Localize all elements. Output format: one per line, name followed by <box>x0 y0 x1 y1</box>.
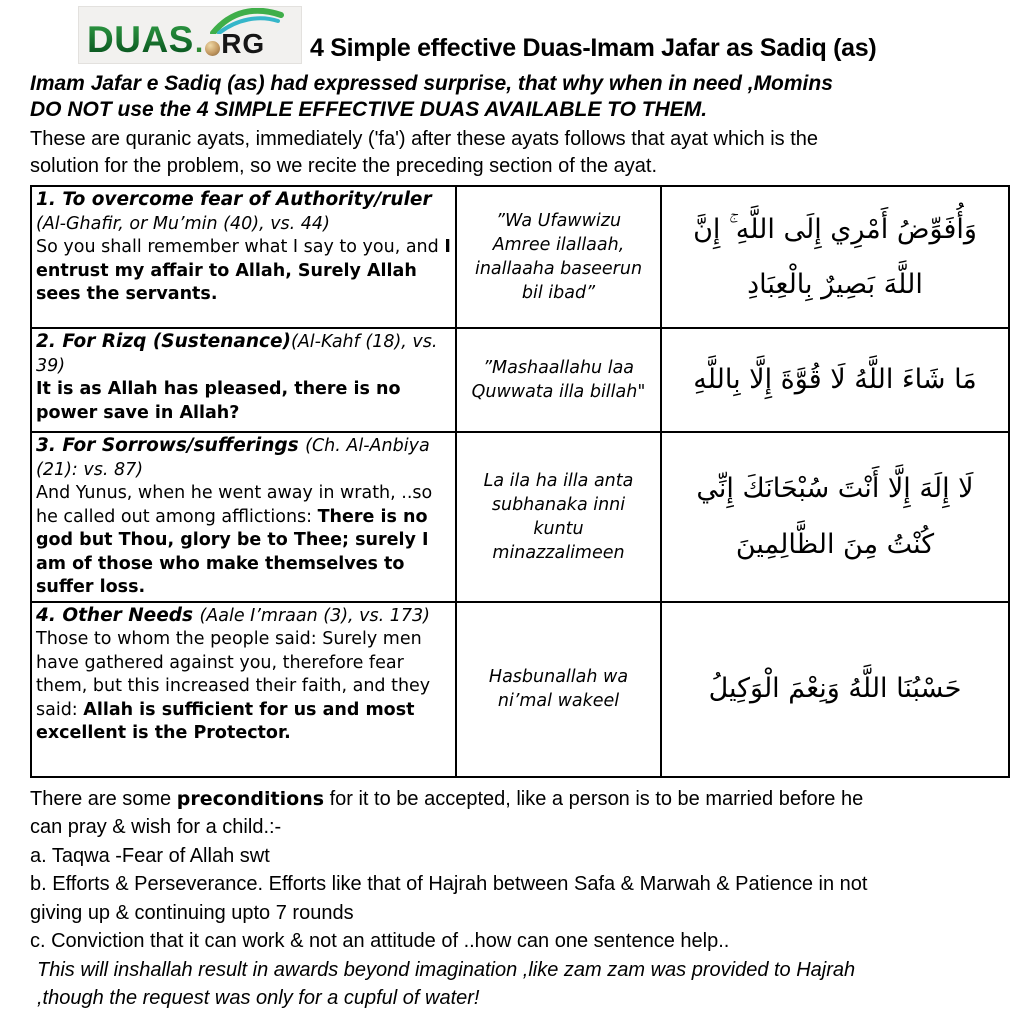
dua-description-cell <box>31 432 456 602</box>
dua-description-cell <box>31 602 456 777</box>
globe-icon <box>205 41 220 56</box>
dua-heading: 2. For Rizq (Sustenance) <box>36 331 291 352</box>
logo-swoosh-icon <box>207 8 285 34</box>
intro-emphasis-line1: Imam Jafar e Sadiq (as) had expressed surprise, that why when in need ,Momins <box>30 72 833 95</box>
dua-reference: (Aale I’mraan (3), vs. 173) <box>199 605 430 626</box>
footer-notes <box>30 785 910 1013</box>
intro-emphasis <box>30 71 1013 123</box>
dua-arabic-cell: وَأُفَوِّضُ أَمْرِي إِلَى اللَّهِ ۚ إِنَّ اللَّهَ بَصِيرٌ بِالْعِبَادِ <box>661 186 1009 328</box>
preconditions-paragraph <box>30 785 910 842</box>
dua-heading: 3. For Sorrows/sufferings <box>36 435 306 456</box>
dua-heading: 4. Other Needs <box>36 604 200 626</box>
intro-note-line2: solution for the problem, so we recite the preceding section of the ayat. <box>30 155 658 177</box>
dua-arabic-cell: لَا إِلَهَ إِلَّا أَنْتَ سُبْحَانَكَ إِنِّي كُنْتُ مِنَ الظَّالِمِينَ <box>661 432 1009 602</box>
dua-body-bold-text: It is as Allah has pleased, there is no power save in Allah? <box>36 379 401 423</box>
intro-note-line1: These are quranic ayats, immediately ('fa') after these ayats follows that ayat which is the <box>30 128 818 150</box>
closing-note <box>30 956 910 1013</box>
intro-emphasis-line2: DO NOT use the 4 SIMPLE EFFECTIVE DUAS AVAILABLE TO THEM. <box>30 98 708 121</box>
dua-reference: (Ch. Al-Anbiya (21): vs. 87) <box>36 436 430 480</box>
preconditions-bold-text: preconditions <box>176 787 325 810</box>
dua-body <box>36 378 453 425</box>
precondition-item-b-line1: b. Efforts & Perseverance. Efforts like that of Hajrah between Safa & Marwah & Patience in not <box>30 873 868 895</box>
header <box>0 0 1013 64</box>
dua-body <box>36 236 453 307</box>
table-row-sorrows <box>31 432 1009 602</box>
dua-arabic-cell: حَسْبُنَا اللَّهُ وَنِعْمَ الْوَكِيلُ <box>661 602 1009 777</box>
dua-body-text: And Yunus, when he went away in wrath, ..so he called out among afflictions: <box>36 483 433 527</box>
dua-transliteration-cell: ”Wa Ufawwizu Amree ilallaah, inallaaha baseerun bil ibad” <box>456 186 661 328</box>
dua-table <box>30 185 1010 778</box>
dua-body-text: So you shall remember what I say to you, and <box>36 237 445 257</box>
dua-reference: (Al-Ghafir, or Mu’min (40), vs. 44) <box>36 213 330 234</box>
closing-note-line2: ,though the request was only for a cupful of water! <box>37 987 480 1009</box>
duas-org-logo <box>78 6 302 64</box>
dua-reference: (Al-Kahf (18), vs. 39) <box>36 332 438 376</box>
table-row-rizq <box>31 328 1009 432</box>
logo-text-duas: DUAS <box>87 19 194 60</box>
dua-description-cell <box>31 328 456 432</box>
dua-body <box>36 628 453 746</box>
table-row-fear-of-authority <box>31 186 1009 328</box>
logo-text-rg: RG <box>221 28 266 59</box>
dua-body-bold-text: I entrust my affair to Allah, Surely Allah sees the servants. <box>36 237 451 304</box>
dua-body <box>36 482 453 600</box>
dua-arabic-cell: مَا شَاءَ اللَّهُ لَا قُوَّةَ إِلَّا بِاللَّهِ <box>661 328 1009 432</box>
dua-body-text: Those to whom the people said: Surely men have gathered against you, therefore fear them, but this increased their faith, and they said: <box>36 629 431 720</box>
precondition-item-c: c. Conviction that it can work & not an attitude of ..how can one sentence help.. <box>30 930 730 952</box>
preconditions-text: for it to be accepted, like a person is to be married before he <box>324 787 864 810</box>
dua-heading: 1. To overcome fear of Authority/ruler <box>36 189 432 210</box>
dua-body-bold-text: Allah is sufficient for us and most excellent is the Protector. <box>36 699 415 743</box>
dua-description-cell <box>31 186 456 328</box>
dua-body-bold-text: There is no god but Thou, glory be to Thee; surely I am of those who make themselves to suffer loss. <box>36 506 429 597</box>
precondition-item-b-line2: giving up & continuing upto 7 rounds <box>30 901 354 924</box>
logo-dot: . <box>194 26 204 59</box>
dua-transliteration-cell: ”Mashaallahu laa Quwwata illa billah" <box>456 328 661 432</box>
preconditions-text: There are some <box>30 787 177 810</box>
page-title: 4 Simple effective Duas-Imam Jafar as Sadiq (as) <box>310 33 877 62</box>
precondition-item-a: a. Taqwa -Fear of Allah swt <box>30 844 270 867</box>
dua-transliteration-cell: Hasbunallah wa ni’mal wakeel <box>456 602 661 777</box>
table-row-other-needs <box>31 602 1009 777</box>
preconditions-text: can pray & wish for a child.:- <box>30 816 282 838</box>
closing-note-line1: This will inshallah result in awards beyond imagination ,like zam zam was provided to Hajrah <box>37 958 856 981</box>
precondition-item-b <box>30 870 910 927</box>
dua-transliteration-cell: La ila ha illa anta subhanaka inni kuntu minazzalimeen <box>456 432 661 602</box>
intro-note <box>30 126 1013 180</box>
